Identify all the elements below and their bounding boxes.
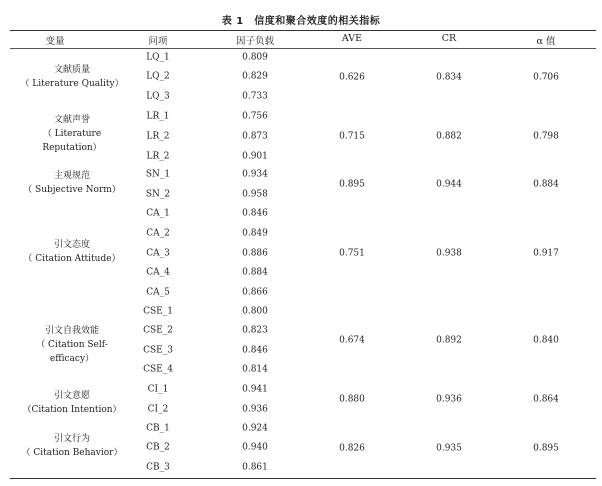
variable-name-line: （ Subjective Norm） [23,185,121,195]
header-alpha: α 值 [536,36,556,47]
cr-value: 0.834 [436,72,462,83]
item-code: CA_5 [146,287,170,298]
factor-loading: 0.934 [242,169,268,180]
item-code: CA_1 [146,208,170,219]
cr-value: 0.935 [436,443,462,454]
item-code: CI_2 [147,404,169,415]
variable-name-line: 引文意愿 [53,391,90,402]
header-loading: 因子负载 [235,36,275,47]
factor-loading: 0.829 [242,71,268,82]
factor-loading: 0.846 [242,208,268,219]
header-cr: CR [441,33,457,44]
factor-loading: 0.936 [242,404,268,415]
cr-value: 0.882 [436,131,462,142]
factor-loading: 0.756 [242,111,268,122]
variable-name [17,325,127,367]
ave-value: 0.880 [339,394,365,405]
factor-loading: 0.873 [242,131,268,142]
cr-value: 0.892 [436,335,462,346]
item-code: CA_3 [146,248,170,259]
factor-loading: 0.809 [242,52,268,63]
alpha-value: 0.917 [533,248,559,259]
variable-name-line: （ Citation Attitude） [23,254,121,264]
factor-loading: 0.861 [242,462,268,473]
item-code: SN_1 [145,169,171,180]
item-code: SN_2 [145,189,171,200]
factor-loading: 0.814 [242,364,268,375]
factor-loading: 0.901 [242,151,268,162]
variable-name-line: （ Citation Self- [36,340,108,351]
item-code: CSE_1 [143,306,173,317]
factor-loading: 0.940 [242,442,268,453]
variable-name-line: Reputation） [42,142,102,153]
ave-value: 0.895 [339,179,365,190]
cr-value: 0.938 [436,248,462,259]
variable-name [17,433,127,461]
variable-name-line: （ Citation Behavior） [21,448,123,458]
factor-loading: 0.941 [242,384,268,395]
ave-value: 0.626 [339,72,365,83]
factor-loading: 0.884 [242,267,268,278]
bottom-rule [10,478,596,479]
item-code: CB_3 [146,462,170,473]
item-code: CA_2 [146,228,170,239]
item-code: CI_1 [147,384,169,395]
factor-loading: 0.866 [242,287,268,298]
cr-value: 0.944 [436,179,462,190]
variable-name-line: efficacy） [49,353,95,364]
factor-loading: 0.849 [242,228,268,239]
item-code: CSE_3 [143,345,173,356]
ave-value: 0.751 [339,248,365,259]
variable-name-line: （ Literature Quality） [20,79,124,89]
variable-name-line: （Citation Intention） [22,405,122,415]
alpha-value: 0.884 [533,179,559,190]
factor-loading: 0.846 [242,345,268,356]
variable-name [17,239,127,267]
variable-name-line: 文献质量 [53,65,90,76]
item-code: CB_2 [146,442,170,453]
header-item: 问项 [148,36,168,47]
ave-value: 0.826 [339,443,365,454]
variable-name-line: 文献声誉 [53,115,90,126]
table-title: 表 1 信度和聚合效度的相关指标 [221,16,381,27]
variable-name-line: 引文自我效能 [44,326,99,337]
factor-loading: 0.924 [242,423,268,434]
factor-loading: 0.733 [242,91,268,102]
item-code: LR_2 [146,131,170,142]
variable-name-line: 引文行为 [53,434,90,445]
item-code: CSE_4 [143,364,173,375]
item-code: LQ_2 [146,71,170,82]
header-ave: AVE [341,33,363,44]
header-variable: 变量 [45,36,65,47]
factor-loading: 0.958 [242,189,268,200]
item-code: LR_1 [146,111,170,122]
item-code: CSE_2 [143,325,173,336]
alpha-value: 0.706 [533,72,559,83]
alpha-value: 0.840 [533,335,559,346]
item-code: LQ_3 [146,91,170,102]
factor-loading: 0.800 [242,306,268,317]
variable-name [17,170,127,198]
cr-value: 0.936 [436,394,462,405]
variable-name [17,64,127,92]
variable-name-line: 引文态度 [53,240,90,251]
variable-name-line: （ Literature [42,129,102,140]
item-code: LR_2 [146,151,170,162]
item-code: LQ_1 [146,52,170,63]
item-code: CB_1 [146,423,170,434]
item-code: CA_4 [146,267,170,278]
factor-loading: 0.886 [242,248,268,259]
ave-value: 0.674 [339,335,365,346]
variable-name [17,390,127,418]
variable-name [17,114,127,156]
top-rule [10,30,596,31]
ave-value: 0.715 [339,131,365,142]
variable-name-line: 主观规范 [53,171,90,182]
alpha-value: 0.798 [533,131,559,142]
alpha-value: 0.895 [533,443,559,454]
alpha-value: 0.864 [533,394,559,405]
factor-loading: 0.823 [242,325,268,336]
header-rule [10,48,596,49]
